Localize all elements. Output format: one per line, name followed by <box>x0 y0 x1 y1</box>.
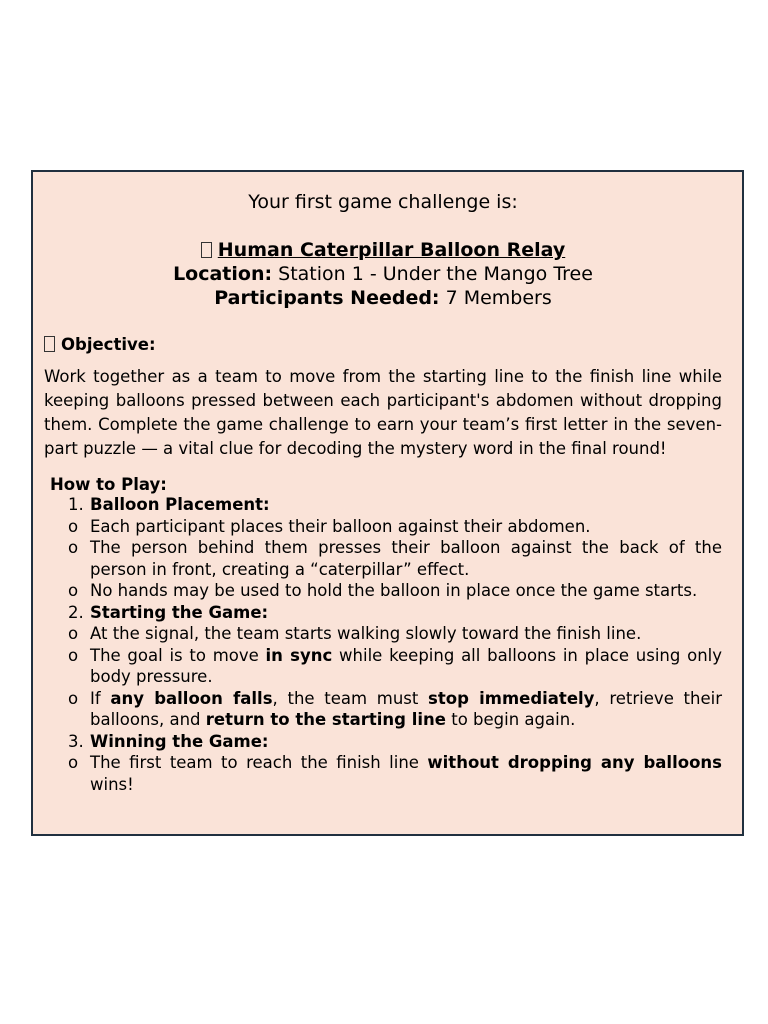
bullet-emphasis: in sync <box>265 645 333 665</box>
bullet-item <box>44 537 722 580</box>
bullet-text: wins! <box>90 774 134 794</box>
bullet-text: while keeping all balloons in place using only body pressure. <box>90 645 722 686</box>
bullet-text: If <box>90 688 111 708</box>
bullet-item <box>44 752 722 795</box>
challenge-content <box>44 190 722 795</box>
bullet-item <box>44 516 722 538</box>
bullet-text: to begin again. <box>445 710 576 729</box>
bullet-emphasis: without dropping any balloons <box>427 753 722 772</box>
objective-heading: Objective: <box>61 335 156 354</box>
step-title: Winning the Game: <box>90 731 269 751</box>
bullet-text: Each participant places their balloon against their abdomen. <box>90 516 591 536</box>
bullet-marker: o <box>68 581 79 600</box>
game-title-line <box>44 238 722 262</box>
location-label: Location: <box>173 263 273 285</box>
step-number: 2. <box>68 602 84 622</box>
bullet-marker: o <box>68 624 79 643</box>
bullet-item <box>44 688 722 731</box>
bullet-text: The person behind them presses their balloon against the back of the person in front, creating a “caterpillar” effect. <box>90 538 722 579</box>
bullet-emphasis: any balloon falls <box>110 688 273 708</box>
objective-text: Work together as a team to move from the starting line to the finish line while keeping balloons pressed between each participant's abdomen without dropping them. Complete the game challenge to earn your team’s first letter in the seven-part puzzle — a vital clue for decoding the mystery word in the final round! <box>44 367 722 458</box>
how-to-play-heading: How to Play: <box>50 475 167 494</box>
target-icon <box>44 336 55 352</box>
participants-label: Participants Needed: <box>214 287 440 309</box>
bullet-marker: o <box>68 753 79 772</box>
location-line <box>44 262 722 286</box>
bullet-marker: o <box>68 645 79 665</box>
bullet-item <box>44 645 722 688</box>
bullet-item <box>44 623 722 645</box>
bullet-emphasis: return to the starting line <box>205 710 446 729</box>
bullet-text: The first team to reach the finish line <box>90 753 428 772</box>
step-2 <box>44 602 722 624</box>
bullet-text: At the signal, the team starts walking slowly toward the finish line. <box>90 624 642 643</box>
step-1 <box>44 494 722 516</box>
balloon-icon <box>201 242 212 258</box>
bullet-text: The goal is to move <box>90 645 266 665</box>
step-3 <box>44 731 722 753</box>
step-title: Starting the Game: <box>90 602 269 622</box>
participants-line <box>44 286 722 310</box>
intro-text: Your first game challenge is: <box>248 191 518 213</box>
bullet-item <box>44 580 722 602</box>
bullet-emphasis: stop immediately <box>428 688 595 708</box>
bullet-marker: o <box>68 516 79 536</box>
bullet-marker: o <box>68 688 79 708</box>
bullet-text: , retrieve their balloons, and <box>90 688 722 729</box>
game-name: Human Caterpillar Balloon Relay <box>217 239 566 261</box>
bullet-text: No hands may be used to hold the balloon in place once the game starts. <box>90 581 698 600</box>
objective-heading-line <box>44 335 722 354</box>
step-number: 1. <box>68 495 84 514</box>
participants-value: 7 Members <box>445 287 552 309</box>
step-number: 3. <box>68 731 84 751</box>
how-to-play-steps <box>44 494 722 795</box>
bullet-marker: o <box>68 538 79 557</box>
location-value: Station 1 - Under the Mango Tree <box>278 263 593 285</box>
bullet-text: , the team must <box>272 688 429 708</box>
step-title: Balloon Placement: <box>90 495 270 514</box>
